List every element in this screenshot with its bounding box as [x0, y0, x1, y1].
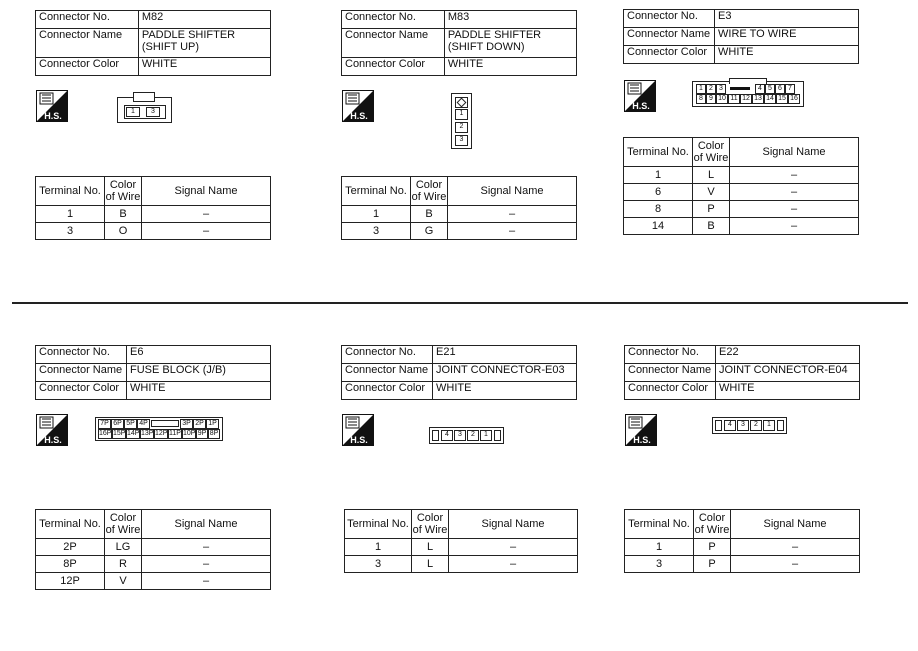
pin-3: 3 — [455, 135, 468, 146]
hs-label: H.S. — [350, 435, 368, 445]
connector-no-value: E3 — [715, 10, 859, 28]
pin-1p: 1P — [206, 419, 219, 429]
pin-4: 4 — [441, 430, 453, 441]
table-row: 1 B – — [342, 206, 577, 223]
pin-1: 1 — [480, 430, 492, 441]
connector-color-value: WHITE — [138, 58, 270, 76]
hs-label: H.S. — [44, 111, 62, 121]
connector-no-value: E22 — [716, 346, 860, 364]
connector-name-label: Connector Name — [342, 29, 445, 58]
signal-name-header: Signal Name — [730, 138, 859, 167]
pin-12p: 12P — [155, 430, 168, 437]
table-row: 6 V – — [624, 184, 859, 201]
pin-2: 2 — [467, 430, 479, 441]
connector-name-value: JOINT CONNECTOR-E04 — [716, 364, 860, 382]
hs-harness-side-icon — [625, 414, 657, 446]
table-row: 12P V – — [36, 573, 271, 590]
connector-name-value: WIRE TO WIRE — [715, 28, 859, 46]
hs-label: H.S. — [350, 111, 368, 121]
connector-name-label: Connector Name — [624, 28, 715, 46]
pin-14p: 14P — [127, 430, 140, 437]
connector-face-e3 — [692, 81, 804, 107]
pin-2: 2 — [455, 122, 468, 133]
terminal-table-m82 — [35, 176, 271, 240]
connector-info-table — [341, 345, 577, 400]
connector-name-value: PADDLE SHIFTER (SHIFT UP) — [138, 29, 270, 58]
table-row: 8 P – — [624, 201, 859, 218]
signal-name-header: Signal Name — [449, 510, 578, 539]
signal-name-header: Signal Name — [448, 177, 577, 206]
wire-color-header: Color of Wire — [411, 177, 448, 206]
connector-color-label: Connector Color — [342, 58, 445, 76]
connector-name-value: JOINT CONNECTOR-E03 — [433, 364, 577, 382]
connector-info-table — [341, 10, 577, 76]
pin-3: 3 — [716, 84, 726, 94]
terminal-table-e3 — [623, 137, 859, 235]
connector-info-table — [35, 345, 271, 400]
connector-color-label: Connector Color — [625, 382, 716, 400]
pin-8p: 8P — [209, 430, 219, 437]
connector-color-label: Connector Color — [624, 46, 715, 64]
terminal-no-header: Terminal No. — [36, 177, 105, 206]
signal-name-header: Signal Name — [142, 177, 271, 206]
hs-harness-side-icon — [36, 414, 68, 446]
pin-6: 6 — [775, 84, 785, 94]
connector-face-e22 — [712, 417, 787, 434]
connector-info-table — [35, 10, 271, 76]
connector-color-label: Connector Color — [342, 382, 433, 400]
table-row: 3 P – — [625, 556, 860, 573]
pin-5: 5 — [765, 84, 775, 94]
terminal-no-header: Terminal No. — [624, 138, 693, 167]
table-row: 3 L – — [345, 556, 578, 573]
connector-no-value: M82 — [138, 11, 270, 29]
pin-2p: 2P — [193, 419, 206, 429]
pin-16p: 16P — [99, 430, 112, 437]
table-row: 1 L – — [624, 167, 859, 184]
pin-2: 2 — [706, 84, 716, 94]
connector-block-e22 — [624, 345, 860, 400]
terminal-no-header: Terminal No. — [625, 510, 694, 539]
pin-8: 8 — [696, 94, 706, 104]
connector-name-label: Connector Name — [36, 29, 139, 58]
pin-4: 4 — [755, 84, 765, 94]
pin-6p: 6P — [111, 419, 124, 429]
signal-name-header: Signal Name — [731, 510, 860, 539]
table-row: 1 L – — [345, 539, 578, 556]
connector-no-label: Connector No. — [342, 346, 433, 364]
terminal-table-e22 — [624, 509, 860, 573]
connector-no-value: E21 — [433, 346, 577, 364]
connector-color-label: Connector Color — [36, 382, 127, 400]
wire-color-header: Color of Wire — [693, 138, 730, 167]
hs-label: H.S. — [633, 435, 651, 445]
pin-1: 1 — [696, 84, 706, 94]
table-row: 3 O – — [36, 223, 271, 240]
connector-no-label: Connector No. — [342, 11, 445, 29]
wire-color-header: Color of Wire — [694, 510, 731, 539]
wire-color-header: Color of Wire — [412, 510, 449, 539]
pin-3: 3 — [146, 107, 160, 117]
hs-label: H.S. — [632, 101, 650, 111]
pin-4: 4 — [724, 420, 736, 431]
connector-face-e6 — [95, 417, 223, 441]
connector-name-label: Connector Name — [36, 364, 127, 382]
pin-13p: 13P — [141, 430, 154, 437]
connector-color-value: WHITE — [127, 382, 271, 400]
connector-block-m83 — [341, 10, 577, 76]
terminal-no-header: Terminal No. — [345, 510, 412, 539]
connector-no-label: Connector No. — [36, 346, 127, 364]
connector-block-e6 — [35, 345, 271, 400]
pin-1: 1 — [455, 109, 468, 120]
pin-3: 3 — [737, 420, 749, 431]
wire-color-header: Color of Wire — [105, 177, 142, 206]
pin-9: 9 — [706, 94, 716, 104]
connector-color-value: WHITE — [715, 46, 859, 64]
pin-11: 11 — [728, 94, 740, 104]
connector-block-m82 — [35, 10, 271, 76]
connector-block-e3 — [623, 9, 859, 64]
connector-face-m83 — [451, 93, 472, 149]
connector-color-label: Connector Color — [36, 58, 139, 76]
connector-no-label: Connector No. — [625, 346, 716, 364]
pin-15p: 15P — [113, 430, 126, 437]
pin-12: 12 — [740, 94, 752, 104]
connector-face-m82 — [117, 97, 172, 123]
pin-5p: 5P — [124, 419, 137, 429]
pin-14: 14 — [764, 94, 776, 104]
connector-face-e21 — [429, 427, 504, 444]
connector-name-value: PADDLE SHIFTER (SHIFT DOWN) — [444, 29, 576, 58]
pin-7: 7 — [785, 84, 795, 94]
table-row: 1 B – — [36, 206, 271, 223]
table-row: 1 P – — [625, 539, 860, 556]
pin-7p: 7P — [98, 419, 111, 429]
connector-no-value: M83 — [444, 11, 576, 29]
hs-label: H.S. — [44, 435, 62, 445]
connector-info-table — [623, 9, 859, 64]
pin-16: 16 — [788, 94, 800, 104]
connector-no-label: Connector No. — [624, 10, 715, 28]
connector-no-label: Connector No. — [36, 11, 139, 29]
pin-11p: 11P — [169, 430, 181, 437]
table-row: 8P R – — [36, 556, 271, 573]
pin-10: 10 — [716, 94, 728, 104]
terminal-table-m83 — [341, 176, 577, 240]
terminal-no-header: Terminal No. — [36, 510, 105, 539]
signal-name-header: Signal Name — [142, 510, 271, 539]
wire-color-header: Color of Wire — [105, 510, 142, 539]
connector-color-value: WHITE — [433, 382, 577, 400]
pin-4p: 4P — [137, 419, 150, 429]
connector-block-e21 — [341, 345, 577, 400]
connector-name-value: FUSE BLOCK (J/B) — [127, 364, 271, 382]
hs-harness-side-icon — [624, 80, 656, 112]
pin-1: 1 — [126, 107, 140, 117]
hs-harness-side-icon — [342, 90, 374, 122]
section-divider — [12, 302, 908, 304]
hs-harness-side-icon — [342, 414, 374, 446]
pin-1: 1 — [763, 420, 775, 431]
pin-9p: 9P — [197, 430, 207, 437]
hs-harness-side-icon — [36, 90, 68, 122]
pin-3: 3 — [454, 430, 466, 441]
table-row: 3 G – — [342, 223, 577, 240]
terminal-no-header: Terminal No. — [342, 177, 411, 206]
connector-name-label: Connector Name — [342, 364, 433, 382]
connector-color-value: WHITE — [716, 382, 860, 400]
pin-2: 2 — [750, 420, 762, 431]
terminal-table-e21 — [344, 509, 578, 573]
table-row: 2P LG – — [36, 539, 271, 556]
pin-3p: 3P — [180, 419, 193, 429]
connector-color-value: WHITE — [444, 58, 576, 76]
terminal-table-e6 — [35, 509, 271, 590]
connector-no-value: E6 — [127, 346, 271, 364]
pin-13: 13 — [752, 94, 764, 104]
pin-15: 15 — [776, 94, 788, 104]
pin-10p: 10P — [183, 430, 196, 437]
connector-info-table — [624, 345, 860, 400]
connector-name-label: Connector Name — [625, 364, 716, 382]
table-row: 14 B – — [624, 218, 859, 235]
